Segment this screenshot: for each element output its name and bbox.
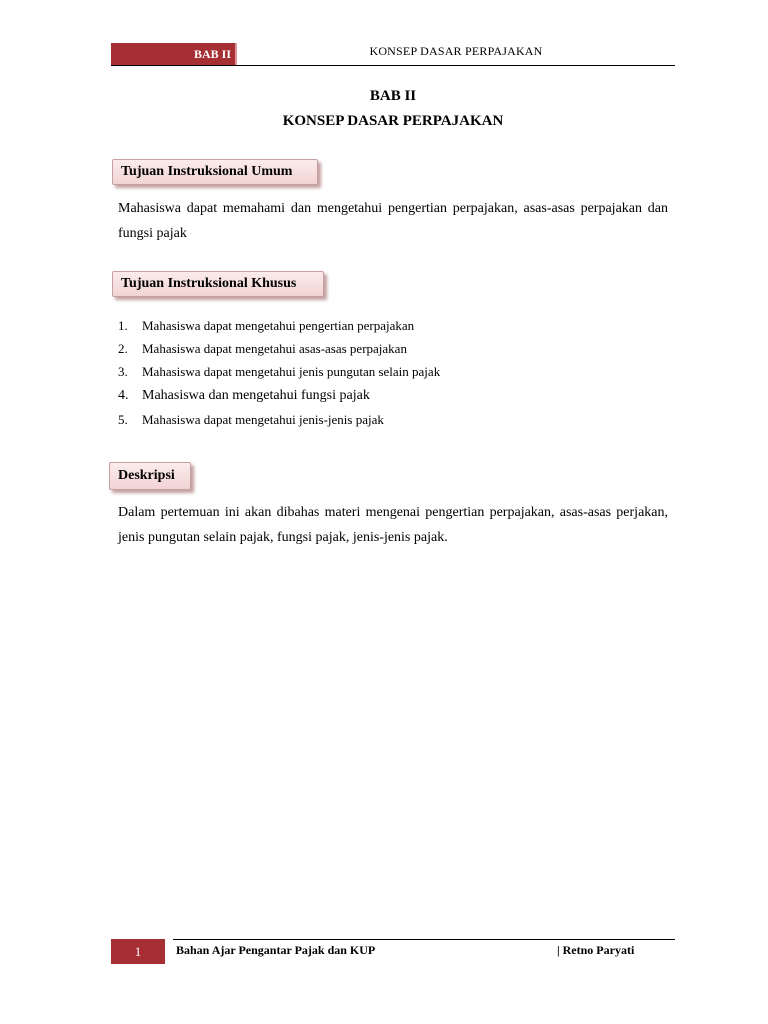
list-item <box>118 383 668 408</box>
header-chapter-tag <box>111 43 237 65</box>
list-item <box>118 408 668 431</box>
footer-book-title: Bahan Ajar Pengantar Pajak dan KUP <box>176 943 376 957</box>
chapter-title: KONSEP DASAR PERPAJAKAN <box>282 113 504 129</box>
list-item <box>118 314 668 337</box>
specific-objectives-list <box>118 314 668 431</box>
list-item-text: Mahasiswa dapat mengetahui jenis-jenis pajak <box>142 411 384 427</box>
list-item-text: Mahasiswa dapat mengetahui pengertian perpajakan <box>142 317 415 333</box>
list-item <box>118 337 668 360</box>
list-item-number: 5. <box>118 411 128 427</box>
list-item-number: 2. <box>118 340 128 356</box>
header-rule <box>111 65 675 66</box>
page-number-text: 1 <box>134 943 142 959</box>
footer-rule <box>173 939 675 940</box>
chapter-number: BAB II <box>369 88 417 104</box>
list-item-number: 3. <box>118 363 128 379</box>
section-label-deskripsi: Deskripsi <box>109 462 191 490</box>
header-chapter-tag-text: BAB II <box>193 46 231 61</box>
list-item <box>118 360 668 383</box>
list-item-text: Mahasiswa dapat mengetahui jenis pungutan selain pajak <box>142 363 441 379</box>
general-objective-text: Mahasiswa dapat memahami dan mengetahui pengertian perpajakan, asas-asas perpajakan dan fungsi pajak <box>118 201 668 241</box>
list-item-number: 1. <box>118 317 128 333</box>
header-title: KONSEP DASAR PERPAJAKAN <box>369 44 543 58</box>
footer-page-number <box>111 939 165 964</box>
list-item-text: Mahasiswa dapat mengetahui asas-asas perpajakan <box>142 340 407 356</box>
section-label-umum: Tujuan Instruksional Umum <box>112 159 318 185</box>
list-item-text: Mahasiswa dan mengetahui fungsi pajak <box>142 387 370 403</box>
section-label-khusus: Tujuan Instruksional Khusus <box>112 271 324 297</box>
list-item-number: 4. <box>118 387 129 403</box>
footer-author: | Retno Paryati <box>557 943 635 957</box>
description-text: Dalam pertemuan ini akan dibahas materi mengenai pengertian perpajakan, asas-asas perjakan, jenis pungutan selain pajak, fungsi pajak, jenis-jenis pajak. <box>118 505 668 545</box>
header-divider <box>235 43 237 65</box>
